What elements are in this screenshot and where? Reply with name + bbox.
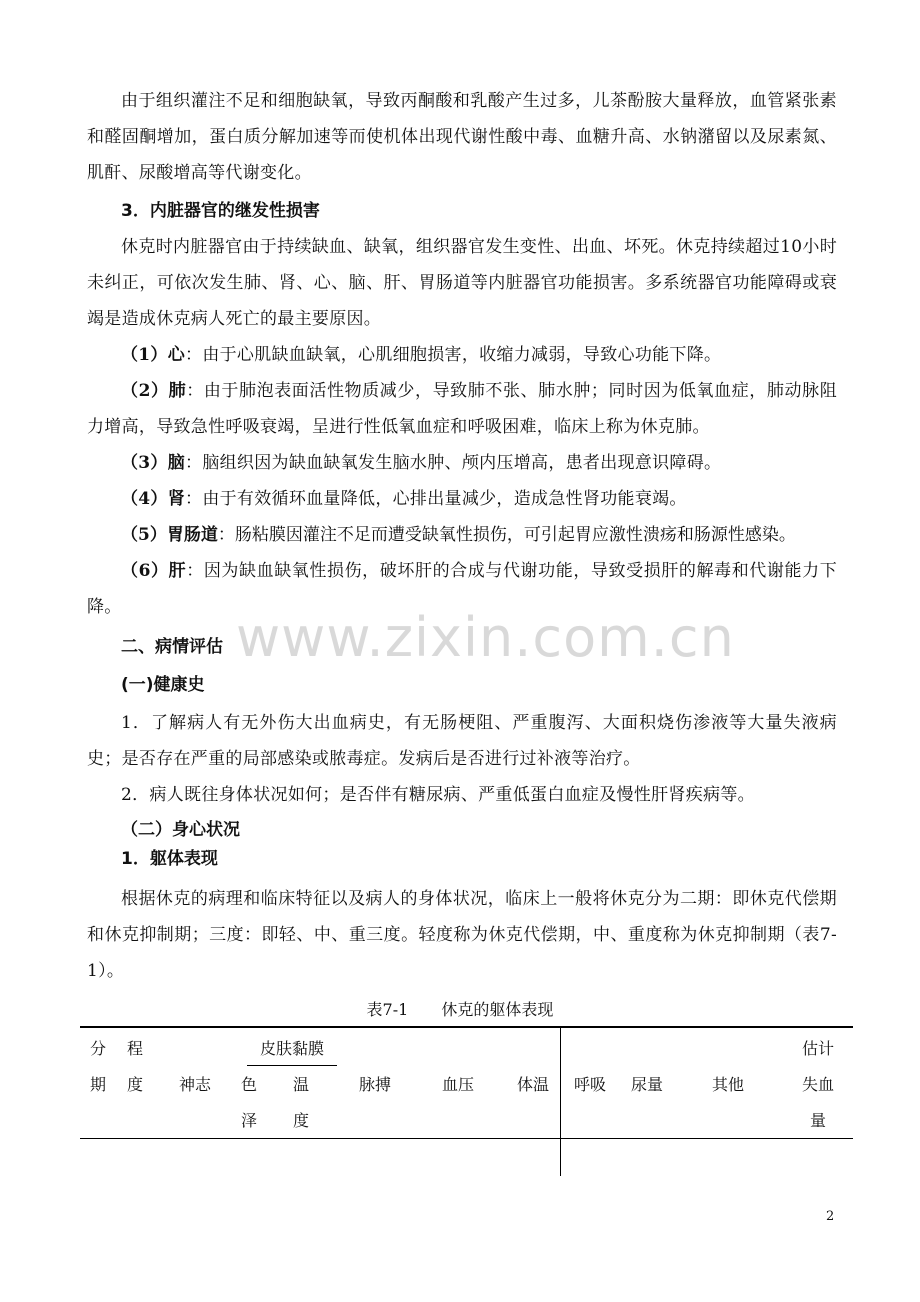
kidney-text: ：由于有效循环血量降低，心排出量减少，造成急性肾功能衰竭。 <box>185 489 687 509</box>
header-bp: 血压 <box>441 1075 474 1094</box>
kidney-label: （4）肾 <box>121 489 186 509</box>
table-number: 表7-1 <box>366 1000 409 1019</box>
heart-label: （1）心 <box>121 345 186 365</box>
liver-text: ：因为缺血缺氧性损伤，破坏肝的合成与代谢功能，导致受损肝的解毒和代谢能力下降。 <box>87 561 837 617</box>
table-title: 休克的躯体表现 <box>441 1000 554 1019</box>
header-other: 其他 <box>711 1075 744 1094</box>
lung-text: ：由于肺泡表面活性物质减少，导致肺不张、肺水肿；同时因为低氧血症，肺动脉阻力增高，导致急性呼吸衰竭，呈进行性低氧血症和呼吸困难，临床上称为休克肺。 <box>87 381 837 437</box>
header-stage-a: 分 <box>89 1039 106 1058</box>
header-urine: 尿量 <box>630 1075 663 1094</box>
header-consciousness: 神志 <box>178 1075 211 1094</box>
table-header-rule <box>80 1138 853 1139</box>
paragraph-organ-damage: 休克时内脏器官由于持续缺血、缺氧，组织器官发生变性、出血、坏死。休克持续超过10小时未纠正，可依次发生肺、肾、心、脑、肝、胃肠道等内脏器官功能损害。多系统器官功能障碍或衰竭是造成休克病人死亡的最主要原因。 <box>87 237 837 329</box>
header-body-temp: 体温 <box>516 1075 549 1094</box>
gi-label: （5）胃肠道 <box>121 525 218 545</box>
gi-text: ：肠粘膜因灌注不足而遭受缺氧性损伤，可引起胃应激性溃疡和肠源性感染。 <box>217 525 796 545</box>
heading-assessment: 二、病情评估 <box>121 637 223 657</box>
header-stage-b: 期 <box>89 1075 106 1094</box>
heading-status: （二）身心状况 <box>121 820 240 840</box>
liver-label: （6）肝 <box>121 561 187 581</box>
header-temp-a: 温 <box>292 1075 309 1094</box>
header-blood-loss-c: 量 <box>809 1111 826 1130</box>
watermark: www.zixin.com.cn <box>236 606 735 669</box>
brain-text: ：脑组织因为缺血缺氧发生脑水肿、颅内压增高，患者出现意识障碍。 <box>185 453 722 473</box>
header-pulse: 脉搏 <box>358 1075 391 1094</box>
table-top-rule <box>80 1026 853 1028</box>
paragraph-history-2: 2．病人既往身体状况如何；是否伴有糖尿病、严重低蛋白血症及慢性肝肾疾病等。 <box>121 785 755 805</box>
header-color-a: 色 <box>240 1075 257 1094</box>
brain-label: （3）脑 <box>121 453 186 473</box>
heading-body: 1．躯体表现 <box>121 849 218 869</box>
table-caption <box>0 998 920 1022</box>
paragraph-metabolic: 由于组织灌注不足和细胞缺氧，导致丙酮酸和乳酸产生过多，儿茶酚胺大量释放，血管紧张素和醛固酮增加，蛋白质分解加速等而使机体出现代谢性酸中毒、血糖升高、水钠潴留以及尿素氮、肌酐、尿酸增高等代谢变化。 <box>87 91 837 183</box>
header-blood-loss-a: 估计 <box>801 1039 834 1058</box>
paragraph-brain <box>87 445 837 481</box>
paragraph-gi <box>87 517 837 553</box>
table-divider <box>560 1028 561 1176</box>
header-temp-b: 度 <box>292 1111 309 1130</box>
heading-organ-damage: 3．内脏器官的继发性损害 <box>121 201 320 221</box>
header-color-b: 泽 <box>240 1111 257 1130</box>
paragraph-lung <box>87 373 837 445</box>
lung-label: （2）肺 <box>121 381 187 401</box>
header-respiration: 呼吸 <box>573 1075 606 1094</box>
paragraph-body: 根据休克的病理和临床特征以及病人的身体状况，临床上一般将休克分为二期：即休克代偿期和休克抑制期；三度：即轻、中、重三度。轻度称为休克代偿期，中、重度称为休克抑制期（表7-1）。 <box>87 889 837 981</box>
header-degree-b: 度 <box>126 1075 143 1094</box>
page-number: 2 <box>826 1209 835 1224</box>
paragraph-kidney <box>87 481 837 517</box>
header-degree-a: 程 <box>126 1039 143 1058</box>
paragraph-history-1: 1．了解病人有无外伤大出血病史，有无肠梗阻、严重腹泻、大面积烧伤渗液等大量失液病史；是否存在严重的局部感染或脓毒症。发病后是否进行过补液等治疗。 <box>87 713 837 769</box>
paragraph-heart <box>87 337 837 373</box>
header-blood-loss-b: 失血 <box>801 1075 834 1094</box>
heart-text: ：由于心肌缺血缺氧，心肌细胞损害，收缩力减弱，导致心功能下降。 <box>185 345 722 365</box>
header-skin: 皮肤黏膜 <box>259 1039 324 1058</box>
heading-history: (一)健康史 <box>121 675 205 695</box>
